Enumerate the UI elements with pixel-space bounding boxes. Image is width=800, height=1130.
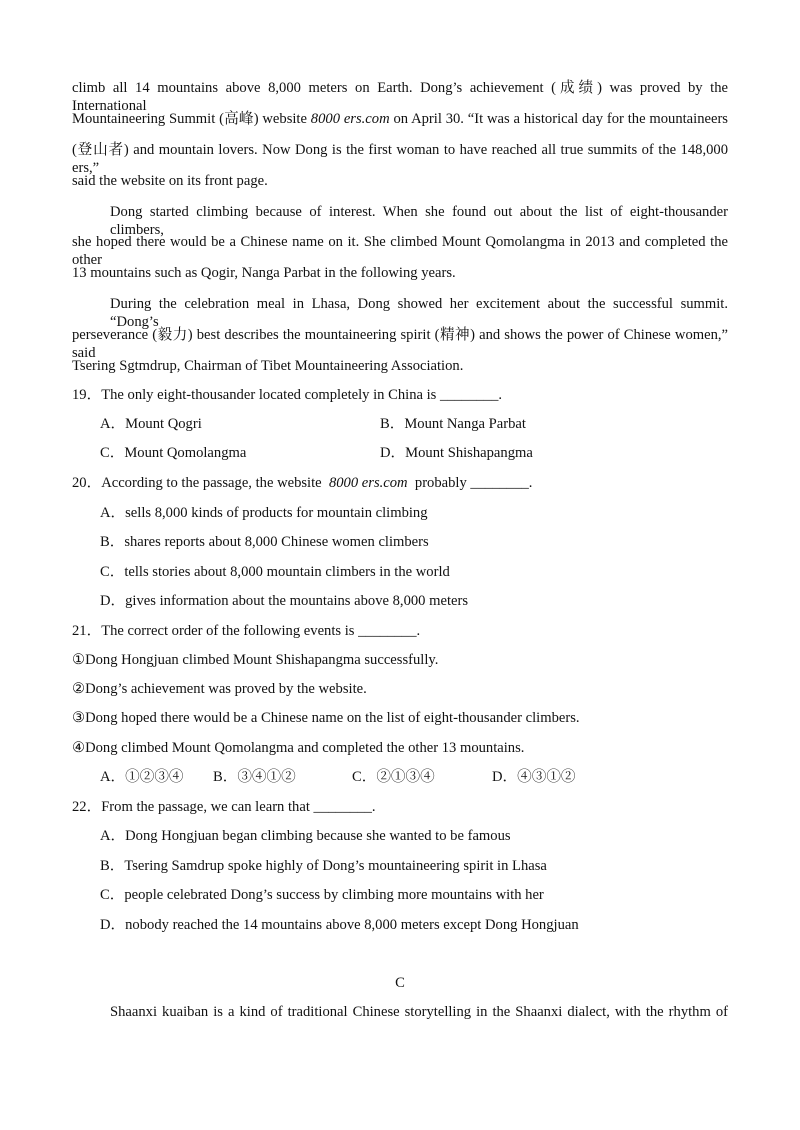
q21-option-c[interactable]: C．②①③④ — [352, 769, 435, 785]
section-c-heading: C — [395, 975, 405, 991]
q19-option-d[interactable]: D．Mount Shishapangma — [380, 445, 533, 461]
question-22-stem: 22．From the passage, we can learn that ________. — [72, 799, 376, 815]
q22-option-a[interactable]: A．Dong Hongjuan began climbing because she wanted to be famous — [100, 828, 511, 844]
q22-option-b[interactable]: B．Tsering Samdrup spoke highly of Dong’s mountaineering spirit in Lhasa — [100, 858, 547, 874]
q21-event-1: ①Dong Hongjuan climbed Mount Shishapangma successfully. — [72, 652, 439, 668]
question-20-stem — [72, 474, 532, 492]
question-21-stem: 21．The correct order of the following events is ________. — [72, 623, 421, 639]
q20-option-d[interactable]: D．gives information about the mountains above 8,000 meters — [100, 593, 469, 609]
q19-option-b[interactable]: B．Mount Nanga Parbat — [380, 416, 526, 432]
passage-website-name: 8000 ers.com — [310, 111, 390, 127]
passage-p2-line-1: Dong started climbing because of interest. When she found out about the list of eight-thousander climbers, — [110, 204, 728, 238]
question-19-stem: 19．The only eight-thousander located completely in China is ________. — [72, 387, 503, 403]
q20-option-b[interactable]: B．shares reports about 8,000 Chinese women climbers — [100, 534, 429, 550]
q21-event-4: ④Dong climbed Mount Qomolangma and completed the other 13 mountains. — [72, 740, 525, 756]
q21-option-a[interactable]: A．①②③④ — [100, 769, 184, 785]
q22-option-c[interactable]: C．people celebrated Dong’s success by climbing more mountains with her — [100, 887, 544, 903]
question-19-options-row-1 — [100, 415, 700, 433]
q19-option-a[interactable]: A．Mount Qogri — [100, 416, 202, 432]
question-21-options-row — [100, 768, 700, 786]
passage-p3-line-3: Tsering Sgtmdrup, Chairman of Tibet Mountaineering Association. — [72, 358, 464, 374]
passage-p2-line-3: 13 mountains such as Qogir, Nanga Parbat in the following years. — [72, 265, 456, 281]
passage-p3-line-2: perseverance (毅力) best describes the mountaineering spirit (精神) and shows the power of Chinese women,” said — [72, 327, 728, 361]
q20-website-name: 8000 ers.com — [328, 475, 408, 491]
passage-p1-line-1: climb all 14 mountains above 8,000 meters on Earth. Dong’s achievement (成绩) was proved by the International — [72, 80, 728, 114]
q21-event-3: ③Dong hoped there would be a Chinese name on the list of eight-thousander climbers. — [72, 710, 580, 726]
section-c-first-line: Shaanxi kuaiban is a kind of traditional Chinese storytelling in the Shaanxi dialect, with the rhythm of — [110, 1004, 728, 1020]
q20-stem-prefix: 20．According to the passage, the website — [72, 475, 329, 491]
q22-option-d[interactable]: D．nobody reached the 14 mountains above 8,000 meters except Dong Hongjuan — [100, 917, 579, 933]
q21-option-d[interactable]: D．④③①② — [492, 769, 576, 785]
passage-p1-line-2: Mountaineering Summit (高峰) website 8000 ers.com on April 30. “It was a historical day for the mountaineers — [72, 111, 728, 127]
passage-p1-line-4: said the website on its front page. — [72, 173, 268, 189]
question-19-options-row-2 — [100, 444, 700, 462]
q20-option-a[interactable]: A．sells 8,000 kinds of products for mountain climbing — [100, 505, 428, 521]
passage-p1-line-3: (登山者) and mountain lovers. Now Dong is the first woman to have reached all true summits of the 148,000 ers,” — [72, 142, 728, 176]
q21-event-2: ②Dong’s achievement was proved by the website. — [72, 681, 367, 697]
q19-option-c[interactable]: C．Mount Qomolangma — [100, 445, 247, 461]
passage-p2-line-2: she hoped there would be a Chinese name on it. She climbed Mount Qomolangma in 2013 and completed the other — [72, 234, 728, 268]
q20-stem-suffix: probably ________. — [407, 475, 533, 491]
passage-p3-line-1: During the celebration meal in Lhasa, Dong showed her excitement about the successful summit. “Dong’s — [110, 296, 728, 330]
q20-option-c[interactable]: C．tells stories about 8,000 mountain climbers in the world — [100, 564, 450, 580]
q21-option-b[interactable]: B．③④①② — [213, 769, 296, 785]
